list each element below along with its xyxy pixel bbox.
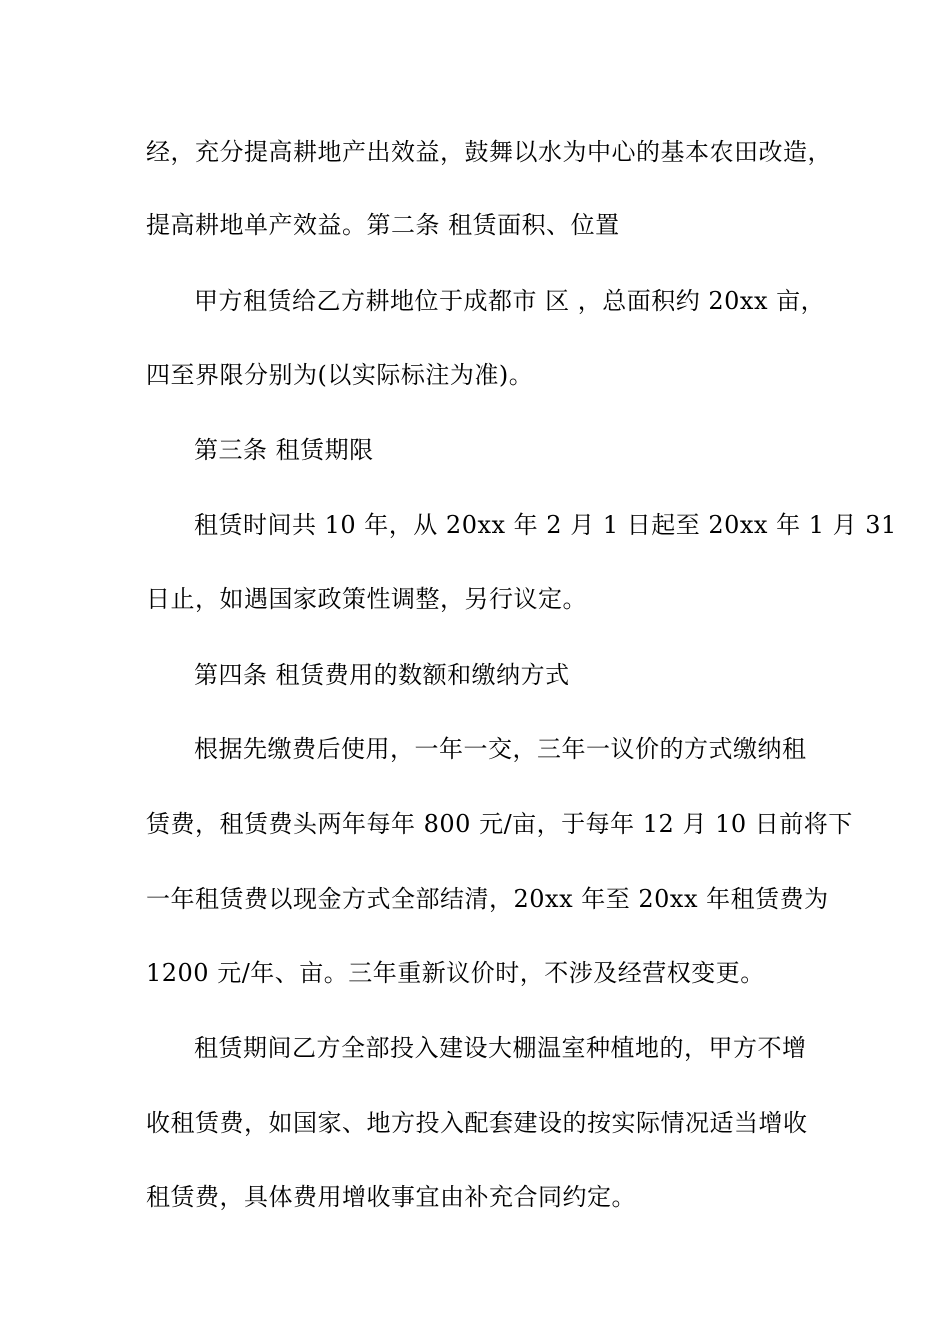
paragraph-line: 一年租赁费以现金方式全部结清，20xx 年至 20xx 年租赁费为 bbox=[146, 885, 829, 913]
paragraph-line: 1200 元/年、亩。三年重新议价时，不涉及经营权变更。 bbox=[146, 959, 765, 987]
paragraph-line: 租赁时间共 10 年，从 20xx 年 2 月 1 日起至 20xx 年 1 月 31 bbox=[194, 511, 897, 539]
paragraph-line: 四至界限分别为(以实际标注为准)。 bbox=[146, 361, 534, 389]
paragraph-line: 收租赁费，如国家、地方投入配套建设的按实际情况适当增收 bbox=[146, 1109, 808, 1137]
paragraph-line: 租赁费，具体费用增收事宜由补充合同约定。 bbox=[146, 1183, 636, 1211]
section-heading: 第四条 租赁费用的数额和缴纳方式 bbox=[194, 661, 570, 689]
paragraph-line: 赁费，租赁费头两年每年 800 元/亩，于每年 12 月 10 日前将下 bbox=[146, 810, 853, 838]
paragraph-line: 日止，如遇国家政策性调整，另行议定。 bbox=[146, 585, 587, 613]
paragraph-line: 提高耕地单产效益。第二条 租赁面积、位置 bbox=[146, 211, 620, 239]
section-heading: 第三条 租赁期限 bbox=[194, 436, 374, 464]
paragraph-line: 甲方租赁给乙方耕地位于成都市 区 ，总面积约 20xx 亩， bbox=[194, 287, 826, 315]
paragraph-line: 经，充分提高耕地产出效益，鼓舞以水为中心的基本农田改造， bbox=[146, 138, 832, 166]
paragraph-line: 根据先缴费后使用，一年一交，三年一议价的方式缴纳租 bbox=[194, 735, 807, 763]
paragraph-line: 租赁期间乙方全部投入建设大棚温室种植地的，甲方不增 bbox=[194, 1034, 807, 1062]
